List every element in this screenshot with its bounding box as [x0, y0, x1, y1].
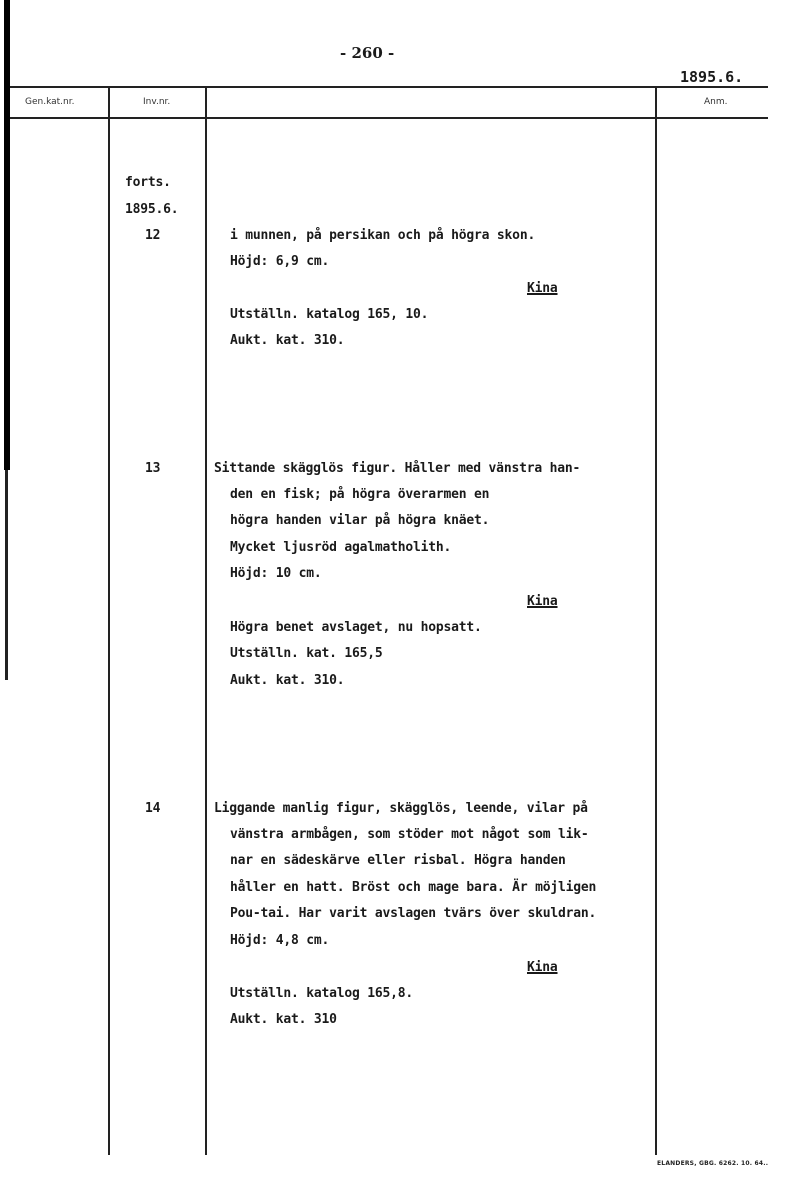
reference-line: Aukt. kat. 310: [230, 1012, 337, 1028]
description-line: vänstra armbågen, som stöder mot något som lik-: [230, 827, 589, 842]
entry-inv-number: 12: [145, 228, 161, 243]
reference-line: Aukt. kat. 310.: [230, 672, 345, 688]
entry-inv-number: 14: [145, 801, 161, 816]
description-line: Höjd: 6,9 cm.: [230, 254, 330, 270]
binding-margin-bar: [4, 0, 10, 470]
entry-first-line: Liggande manlig figur, skägglös, leende, vilar på: [214, 801, 588, 816]
entry-first-line: Sittande skägglös figur. Håller med vänstra han-: [214, 461, 581, 476]
description-line: i munnen, på persikan och på högra skon.: [230, 228, 536, 243]
entry-inv-number: 13: [145, 461, 161, 476]
description-line: håller en hatt. Bröst och mage bara. Är möjligen: [230, 879, 597, 895]
reference-line: Aukt. kat. 310.: [230, 333, 345, 349]
description-line: Höjd: 4,8 cm.: [230, 932, 330, 948]
column-rule-2: [205, 86, 207, 1155]
page-number: - 260 -: [340, 44, 395, 62]
description-line: nar en sädeskärve eller risbal. Högra handen: [230, 853, 566, 869]
column-header-gen-kat: Gen.kat.nr.: [25, 97, 75, 107]
origin-label: Kina: [527, 594, 558, 609]
entry-description: [230, 822, 596, 954]
binding-margin-bar-thin: [5, 470, 8, 680]
description-line: Mycket ljusröd agalmatholith.: [230, 539, 452, 555]
column-header-anm: Anm.: [704, 97, 728, 107]
reference-line: Högra benet avslaget, nu hopsatt.: [230, 620, 482, 635]
entry-references: [230, 981, 413, 1034]
continuation-number: 1895.6.: [125, 202, 179, 217]
entry-description: [230, 482, 489, 588]
description-line: Höjd: 10 cm.: [230, 566, 322, 582]
column-rule-1: [108, 86, 110, 1155]
continuation-label: forts.: [125, 175, 171, 190]
entry-description: [230, 223, 535, 276]
column-rule-3: [655, 86, 657, 1155]
year-heading: 1895.6.: [680, 68, 744, 86]
reference-line: Utställn. kat. 165,5: [230, 646, 383, 662]
reference-line: Utställn. katalog 165,8.: [230, 986, 414, 1001]
entry-references: [230, 615, 482, 694]
description-line: högra handen vilar på högra knäet.: [230, 513, 490, 529]
entry-references: [230, 302, 428, 355]
reference-line: Utställn. katalog 165, 10.: [230, 307, 429, 322]
origin-label: Kina: [527, 960, 558, 975]
description-line: den en fisk; på högra överarmen en: [230, 487, 490, 502]
column-header-inv: Inv.nr.: [143, 97, 171, 107]
origin-label: Kina: [527, 281, 558, 296]
description-line: Pou-tai. Har varit avslagen tvärs över skuldran.: [230, 906, 597, 922]
printer-imprint: ELANDERS, GBG. 6262. 10. 64..: [657, 1160, 769, 1167]
